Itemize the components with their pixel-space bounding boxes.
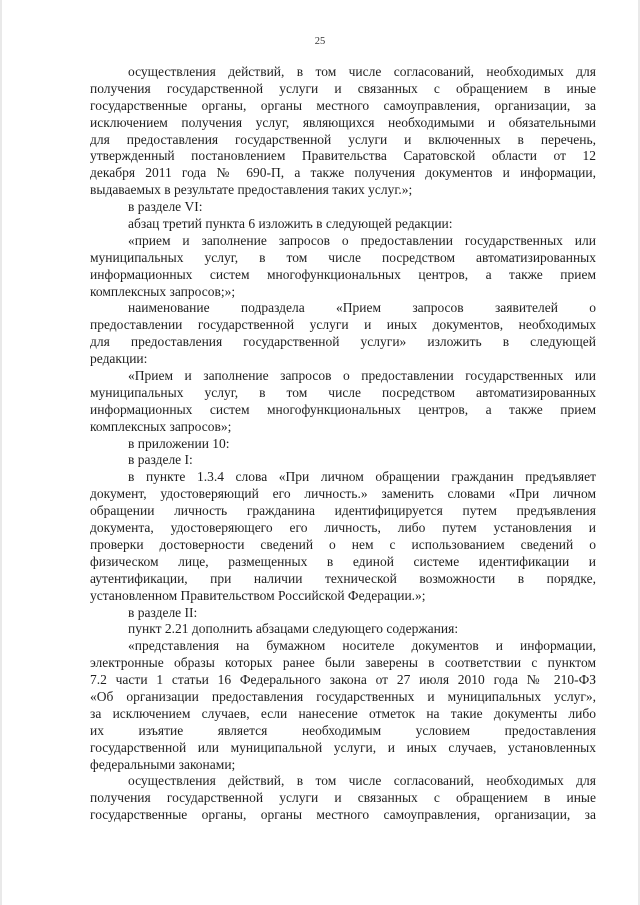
text-line: комплексных запросов»; — [90, 418, 232, 434]
text-line: государственные органы, органы местного самоуправления, организации, за — [90, 97, 596, 113]
text-line: «представления на бумажном носителе документов и информации, — [128, 638, 596, 654]
text-line: информационных систем многофункциональных центров, а также прием — [90, 266, 596, 282]
text-line: утвержденный постановлением Правительства Саратовской области от 12 — [90, 148, 596, 164]
text-line: декабря 2011 года № 690-П, а также получения документов и информации, — [90, 165, 596, 181]
text-line: осуществления действий, в том числе согласований, необходимых для — [128, 64, 596, 79]
text-line: муниципальных услуг, в том числе посредством автоматизированных — [90, 249, 596, 265]
text-line: комплексных запросов;»; — [90, 283, 236, 299]
text-line: федеральными законами; — [90, 756, 236, 772]
text-line: «прием и заполнение запросов о предоставлении государственных или — [128, 232, 596, 248]
text-line: документ, удостоверяющий его личность.» заменить словами «При личном — [90, 486, 596, 502]
text-line: обращении личность гражданина идентифицируется путем предъявления — [90, 503, 596, 519]
text-line: «Об организации предоставления государственных и муниципальных услуг», — [90, 688, 596, 704]
text-line: электронные образы которых ранее были заверены в соответствии с пунктом — [90, 655, 596, 671]
text-line: получения государственной услуги и связанных с обращением в иные — [90, 790, 596, 806]
text-line: за исключением случаев, если нанесение отметок на такие документы либо — [90, 705, 596, 721]
text-line: наименование подраздела «Прием запросов заявителей о — [128, 300, 596, 316]
text-line: исключением получения услуг, являющихся необходимыми и обязательными — [90, 114, 596, 130]
text-line: предоставлении государственной услуги и иных документов, необходимых — [90, 317, 596, 333]
text-line: осуществления действий, в том числе согласований, необходимых для — [128, 773, 596, 789]
text-line: получения государственной услуги и связанных с обращением в иные — [90, 80, 596, 96]
scan-edge-left — [0, 0, 2, 905]
text-line: в пункте 1.3.4 слова «При личном обращении гражданин предъявляет — [128, 469, 596, 485]
text-line: установленном Правительством Российской Федерации.»; — [90, 587, 426, 603]
text-line: пункт 2.21 дополнить абзацами следующего содержания: — [128, 621, 459, 637]
text-line: аутентификации, при наличии технической возможности в порядке, — [90, 570, 596, 586]
text-line: проверки достоверности сведений о нем с использованием сведений о — [90, 536, 596, 552]
text-line: «Прием и заполнение запросов о предоставлении государственных или — [128, 368, 596, 384]
page-number: 25 — [314, 36, 326, 47]
text-line: выдаваемых в результате предоставления таких услуг.»; — [90, 182, 413, 198]
text-line: абзац третий пункта 6 изложить в следующей редакции: — [128, 216, 453, 232]
text-line: физическом лице, размещенных в единой системе идентификации и — [90, 553, 596, 569]
text-line: редакции: — [90, 351, 148, 367]
text-line: государственной или муниципальной услуги, и иных случаев, установленных — [90, 739, 596, 755]
text-line: в разделе VI: — [128, 199, 203, 215]
text-line: государственные органы, органы местного самоуправления, организации, за — [90, 807, 596, 823]
text-line: в разделе I: — [128, 452, 193, 468]
text-line: 7.2 части 1 статьи 16 Федерального закона от 27 июля 2010 года № 210-ФЗ — [90, 672, 596, 688]
text-line: для предоставления государственной услуги и включенных в перечень, — [90, 131, 596, 147]
text-line: информационных систем многофункциональных центров, а также прием — [90, 401, 596, 417]
text-line: в разделе II: — [128, 604, 198, 620]
text-line: для предоставления государственной услуги» изложить в следующей — [90, 334, 596, 350]
text-line: их изъятие является необходимым условием предоставления — [90, 722, 596, 738]
text-line: документа, удостоверяющего его личность, либо путем установления и — [90, 520, 596, 536]
document-body — [90, 64, 596, 824]
text-line: муниципальных услуг, в том числе посредством автоматизированных — [90, 384, 596, 400]
text-line: в приложении 10: — [128, 435, 230, 451]
